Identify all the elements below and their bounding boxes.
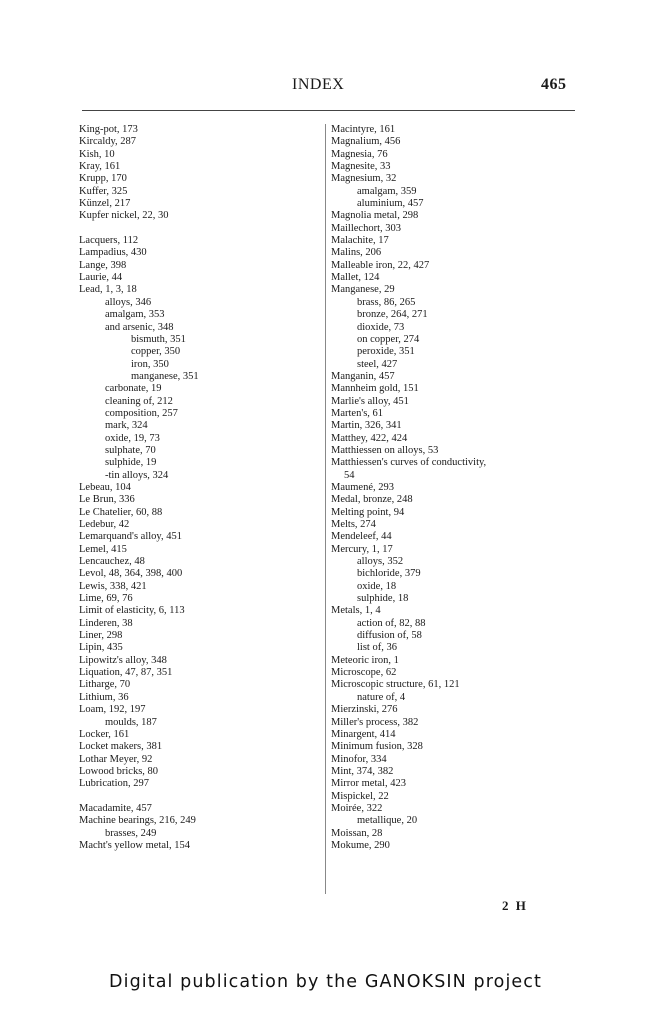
index-entry: Mallet, 124	[331, 272, 380, 284]
index-entry: Mierzinski, 276	[331, 704, 398, 716]
index-subentry: oxide, 18	[357, 580, 397, 592]
index-entry: Medal, bronze, 248	[331, 494, 413, 506]
index-subentry: bismuth, 351	[131, 333, 186, 345]
index-entry: Mispickel, 22	[331, 790, 389, 802]
index-entry: Mendeleef, 44	[331, 531, 392, 543]
index-entry: Melting point, 94	[331, 506, 405, 518]
index-subentry: alloys, 352	[357, 556, 404, 568]
index-entry: Lead, 1, 3, 18	[79, 284, 137, 296]
index-entry: Melts, 274	[331, 519, 376, 530]
index-entry: Miller's process, 382	[331, 716, 419, 728]
index-entry: Lubrication, 297	[79, 778, 149, 790]
index-entry: Minargent, 414	[331, 728, 396, 740]
index-subentry: sulphide, 19	[105, 457, 157, 469]
index-subentry: sulphide, 18	[357, 593, 409, 605]
index-subentry: moulds, 187	[105, 716, 157, 728]
index-entry: Marlie's alloy, 451	[331, 395, 409, 407]
index-entry: Kuffer, 325	[79, 185, 128, 197]
index-subentry: bichloride, 379	[357, 568, 421, 580]
index-subentry: alloys, 346	[105, 296, 152, 308]
column-divider	[325, 124, 326, 894]
index-entry: Litharge, 70	[79, 679, 131, 691]
index-entry: Magnesium, 32	[331, 173, 397, 185]
header-rule	[82, 110, 575, 111]
index-entry: Martin, 326, 341	[331, 420, 402, 432]
index-entry: Maumené, 293	[331, 481, 394, 493]
index-entry: Macintyre, 161	[331, 124, 396, 135]
index-entry: Künzel, 217	[79, 198, 131, 210]
index-entry: Maillechort, 303	[331, 222, 401, 234]
index-entry: Moissan, 28	[331, 827, 383, 839]
index-entry: Machine bearings, 216, 249	[79, 815, 196, 827]
index-subentry: steel, 427	[357, 358, 398, 370]
index-subentry: on copper, 274	[357, 333, 420, 345]
index-entry: Liquation, 47, 87, 351	[79, 667, 173, 679]
index-subentry: 54	[344, 469, 355, 481]
index-entry: Krupp, 170	[79, 173, 127, 185]
index-entry: Lothar Meyer, 92	[79, 753, 153, 765]
index-entry: Locker, 161	[79, 728, 130, 740]
index-entry: Lime, 69, 76	[79, 593, 133, 605]
page-title: INDEX	[292, 76, 345, 93]
index-entry: Mannheim gold, 151	[331, 383, 419, 395]
index-subentry: action of, 82, 88	[357, 617, 426, 629]
index-entry: Microscope, 62	[331, 667, 397, 679]
section-gap	[79, 223, 329, 235]
index-entry: Loam, 192, 197	[79, 704, 146, 716]
index-column-left	[79, 124, 329, 852]
index-entry: Malachite, 17	[331, 235, 389, 247]
index-entry: Magnolia metal, 298	[331, 210, 419, 222]
signature-mark: 2 H	[502, 898, 528, 913]
index-entry: Minimum fusion, 328	[331, 741, 423, 753]
index-entry: Le Chatelier, 60, 88	[79, 506, 163, 518]
index-subentry: list of, 36	[357, 642, 397, 654]
index-entry: Lowood bricks, 80	[79, 765, 159, 777]
index-entry: Lacquers, 112	[79, 235, 139, 247]
index-entry: Malleable iron, 22, 427	[331, 259, 430, 271]
index-entry: Moirée, 322	[331, 802, 383, 814]
index-entry: Kupfer nickel, 22, 30	[79, 210, 169, 222]
index-entry: Malins, 206	[331, 247, 382, 259]
index-entry: Magnesia, 76	[331, 148, 388, 160]
index-entry: Liner, 298	[79, 630, 123, 642]
index-subentry: mark, 324	[105, 420, 148, 432]
index-subentry: -tin alloys, 324	[105, 469, 169, 481]
index-entry: Marten's, 61	[331, 407, 384, 419]
index-subentry: carbonate, 19	[105, 383, 162, 395]
index-entry: Kray, 161	[79, 161, 121, 173]
index-subentry: sulphate, 70	[105, 444, 156, 456]
index-subentry: iron, 350	[131, 358, 169, 370]
index-subentry: nature of, 4	[357, 691, 406, 703]
index-entry: Lithium, 36	[79, 691, 129, 703]
index-subentry: composition, 257	[105, 407, 178, 419]
index-entry: Lebeau, 104	[79, 481, 131, 493]
index-entry: Mokume, 290	[331, 839, 390, 851]
index-subentry: oxide, 19, 73	[105, 432, 160, 444]
index-subentry: aluminium, 457	[357, 198, 424, 210]
index-entry: Ledebur, 42	[79, 519, 130, 530]
index-entry: Lencauchez, 48	[79, 556, 145, 568]
index-subentry: and arsenic, 348	[105, 321, 174, 333]
index-subentry: cleaning of, 212	[105, 395, 173, 407]
index-entry: Matthey, 422, 424	[331, 432, 408, 444]
index-entry: Lipin, 435	[79, 642, 123, 654]
index-entry: Lewis, 338, 421	[79, 580, 147, 592]
index-entry: Kircaldy, 287	[79, 136, 137, 148]
index-entry: Manganin, 457	[331, 370, 395, 382]
index-entry: Mercury, 1, 17	[331, 543, 393, 555]
index-subentry: diffusion of, 58	[357, 630, 422, 642]
page-header	[0, 76, 651, 98]
index-subentry: bronze, 264, 271	[357, 309, 428, 321]
index-entry: Lemel, 415	[79, 543, 127, 555]
index-entry: Locket makers, 381	[79, 741, 163, 753]
index-entry: Lange, 398	[79, 259, 127, 271]
index-entry: Mint, 374, 382	[331, 765, 394, 777]
index-subentry: dioxide, 73	[357, 321, 405, 333]
index-entry: Mirror metal, 423	[331, 778, 406, 790]
index-entry: Macht's yellow metal, 154	[79, 839, 190, 851]
index-subentry: peroxide, 351	[357, 346, 415, 358]
index-subentry: manganese, 351	[131, 370, 199, 382]
index-entry: Minofor, 334	[331, 753, 387, 765]
index-subentry: metallique, 20	[357, 815, 418, 827]
index-entry: Microscopic structure, 61, 121	[331, 679, 460, 691]
index-entry: Laurie, 44	[79, 272, 123, 284]
footer-credit: Digital publication by the GANOKSIN project	[109, 972, 542, 992]
index-entry: Magnalium, 456	[331, 136, 401, 148]
index-entry: Linderen, 38	[79, 617, 133, 629]
index-entry: Kish, 10	[79, 148, 115, 160]
section-gap	[79, 791, 329, 803]
index-entry: Manganese, 29	[331, 284, 395, 296]
index-entry: Matthiessen's curves of conductivity,	[331, 457, 487, 469]
index-entry: Meteoric iron, 1	[331, 654, 399, 666]
index-subentry: brass, 86, 265	[357, 296, 416, 308]
index-entry: Macadamite, 457	[79, 802, 152, 814]
index-entry: Levol, 48, 364, 398, 400	[79, 568, 183, 580]
index-subentry: brasses, 249	[105, 827, 157, 839]
index-entry: Limit of elasticity, 6, 113	[79, 605, 185, 617]
index-entry: Lemarquand's alloy, 451	[79, 531, 182, 543]
index-entry: Matthiessen on alloys, 53	[331, 444, 439, 456]
page-number: 465	[541, 76, 567, 93]
index-subentry: amalgam, 359	[357, 185, 417, 197]
index-entry: King-pot, 173	[79, 124, 138, 135]
index-subentry: copper, 350	[131, 346, 181, 358]
index-entry: Le Brun, 336	[79, 494, 135, 506]
index-subentry: amalgam, 353	[105, 309, 165, 321]
index-entry: Lipowitz's alloy, 348	[79, 654, 167, 666]
index-entry: Magnesite, 33	[331, 161, 391, 173]
index-entry: Metals, 1, 4	[331, 605, 381, 617]
index-column-right	[331, 124, 581, 852]
index-entry: Lampadius, 430	[79, 247, 147, 259]
